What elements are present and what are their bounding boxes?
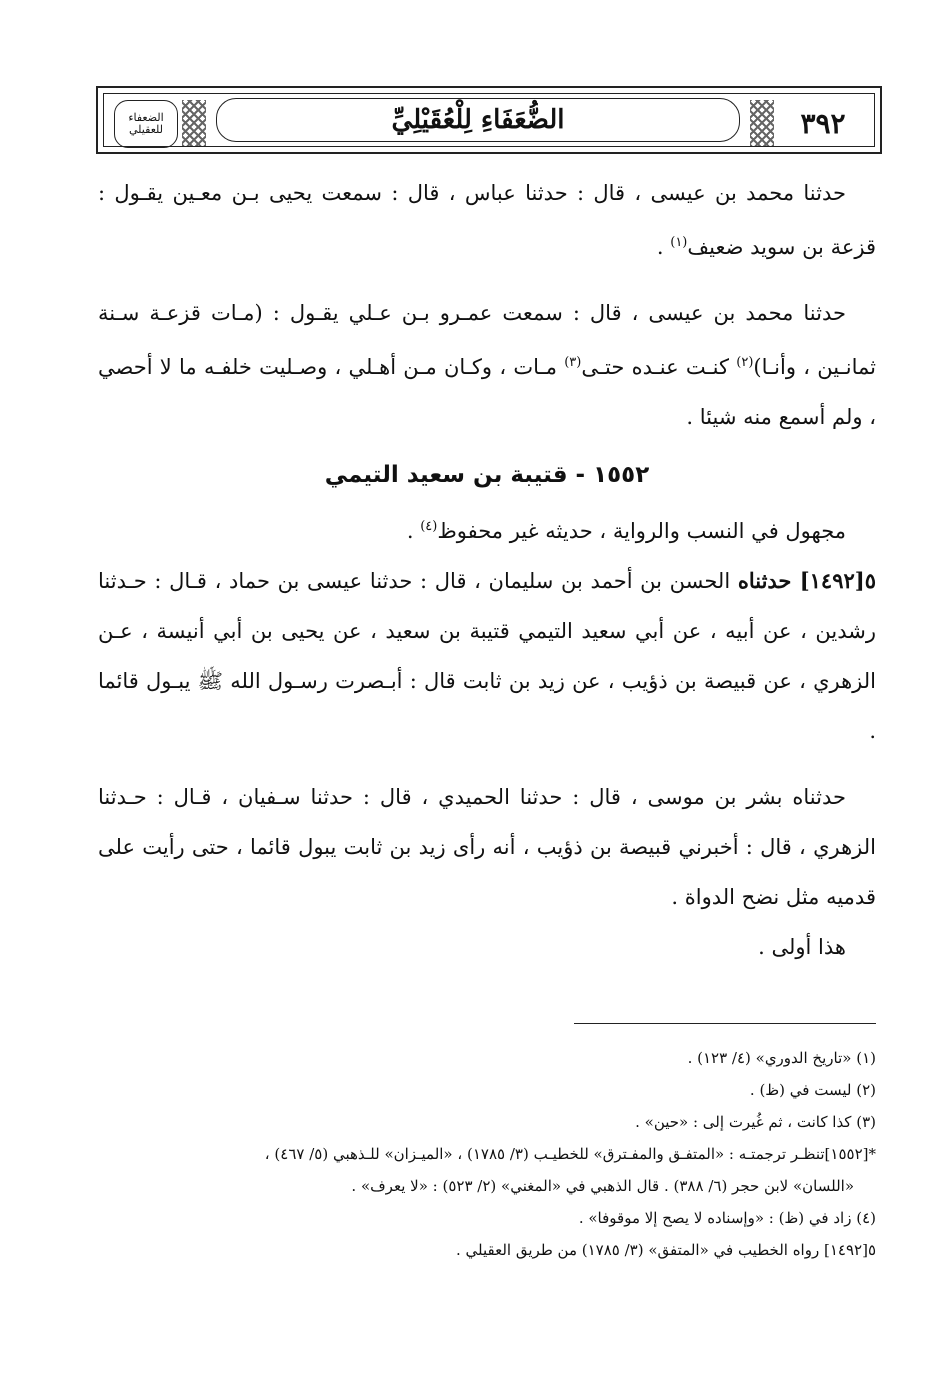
p2-part-c: مـات ، وكـان مـن أهـلي ، وصـليت خلفـه ما لا أحصي ، ولم أسمع منه شيئا . (98, 355, 876, 429)
paragraph-1 (98, 168, 876, 272)
paragraph-6 (98, 922, 876, 972)
footnote-3: (٣) كذا كانت ، ثم غُيرت إلى : «حين» . (635, 1113, 876, 1131)
footnote-4: (٤) زاد في (ظ) : «وإسناده لا يصح إلا موقوفا» . (578, 1209, 876, 1227)
footnote-star-line1: *[١٥٥٢]تنظـر ترجمتـه : «المتفـق والمفـترق» للخطيـب (٣/ ١٧٨٥) ، «الميـزان» للـذهبي (٥/ ٤٦٧) ، (264, 1145, 876, 1163)
book-title: الضُّعَفَاءِ لِلْعُقَيْلِيِّ (391, 105, 565, 135)
p4-text: الحسن بن أحمد بن سليمان ، قال : حدثنا عيسى بن حماد ، قـال : حـدثنا رشدين ، عن أبيه ، عن أبي سعيد التيمي قتيبة بن سعيد ، عن يحيى بن أبي أنيسة ، عـن الزهري ، عن قبيصة بن ذؤيب ، عن زيد بن ثابت قال : أبـصرت رسـول الله ﷺ يبـول قائما . (98, 569, 876, 743)
main-text (98, 168, 876, 972)
footnote-separator (574, 1023, 876, 1024)
paragraph-5 (98, 772, 876, 922)
p2-part-a: حدثنا محمد بن عيسى ، قال : سمعت عمـرو بـن عـلي يقـول : (مـات قزعـة سـنة ثمانـين ، وأنـا) (98, 301, 876, 379)
book-emblem (114, 100, 178, 148)
footnote-ref-4: (٤) (420, 519, 438, 534)
footnotes (98, 1042, 876, 1266)
footnote-ref-2: (٢) (736, 355, 754, 370)
footnote-ref-1: (١) (670, 235, 688, 250)
hadith-marker: ٥[١٤٩٢] (799, 568, 876, 593)
footnote-1: (١) «تاريخ الدوري» (٤/ ١٢٣) . (687, 1049, 876, 1067)
p3-end: . (406, 519, 421, 543)
running-title (216, 98, 740, 142)
ornament-right (750, 100, 774, 146)
hadith-lead: حدثناه (737, 568, 800, 593)
emblem-text: الضعفاء للعقيلي (128, 111, 164, 136)
footnote-1492: ٥[١٤٩٢] رواه الخطيب في «المتفق» (٣/ ١٧٨٥) من طريق العقيلي . (456, 1241, 876, 1259)
footnote-2: (٢) ليست في (ظ) . (749, 1081, 876, 1099)
p1-line2: قزعة بن سويد ضعيف (687, 235, 876, 259)
entry-heading: ١٥٥٢ - قتيبة بن سعيد التيمي (324, 462, 650, 488)
p5-text: حدثناه بشر بن موسى ، قال : حدثنا الحميدي ، قال : حدثنا سـفيان ، قـال : حـدثنا الزهري ، قال : أخبرني قبيصة بن ذؤيب ، أنه رأى زيد بن ثابت يبول قائما ، حتى رأيت على قدميه مثل نضح الدواة . (98, 785, 876, 909)
page-header (96, 86, 882, 154)
header-frame (103, 93, 875, 147)
p1-end: . (656, 235, 671, 259)
p2-part-b: كنـت عنـده حتـى (581, 355, 737, 379)
paragraph-4 (98, 556, 876, 756)
page-number: ٣٩٢ (800, 106, 846, 140)
p3-text: مجهول في النسب والرواية ، حديثه غير محفوظ (437, 519, 846, 543)
footnote-ref-3: (٣) (564, 355, 582, 370)
ornament-left (182, 100, 206, 146)
paragraph-3 (98, 502, 876, 556)
p1-line1: حدثنا محمد بن عيسى ، قال : حدثنا عباس ، قال : سمعت يحيى بـن معـين يقـول : (98, 181, 846, 205)
paragraph-2 (98, 288, 876, 442)
p6-text: هذا أولى . (758, 935, 846, 959)
footnote-star-line2: «اللسان» لابن حجر (٦/ ٣٨٨) . قال الذهبي في «المغني» (٢/ ٥٢٣) : «لا يعرف» . (351, 1177, 854, 1195)
